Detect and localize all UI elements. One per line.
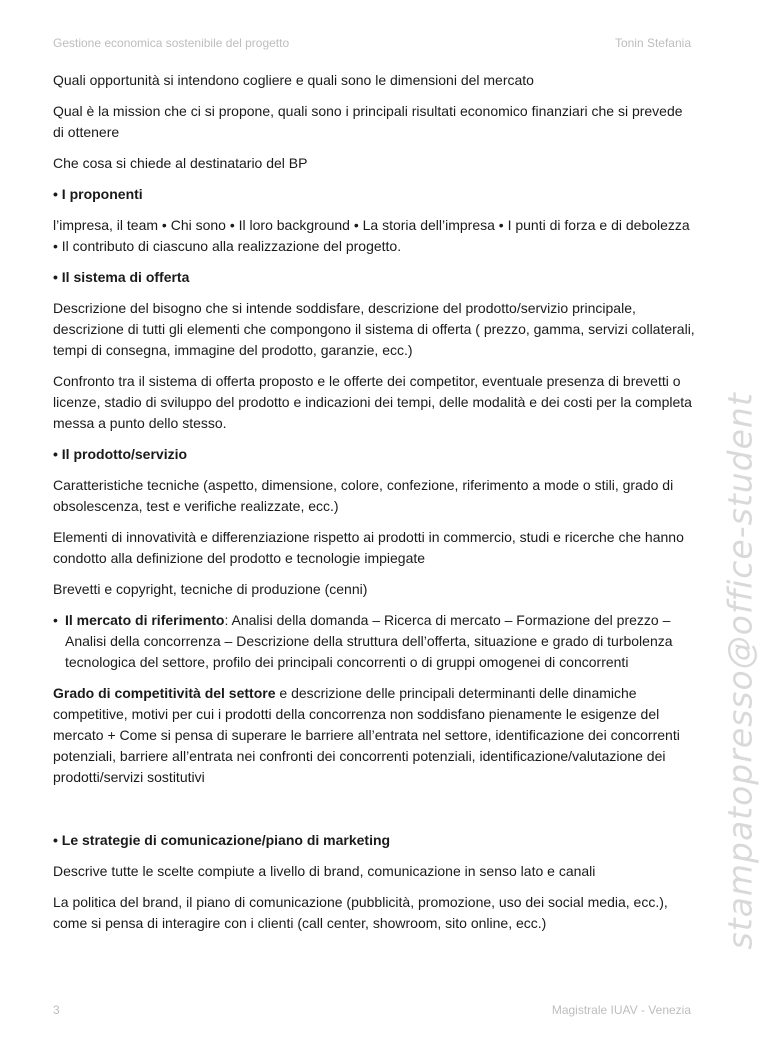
- paragraph: Elementi di innovatività e differenziazione rispetto ai prodotti in commercio, studi e ricerche che hanno condotto alla definizione del prodotto e tecnologie impiegate: [53, 529, 684, 566]
- section-heading-prodotto-servizio: • Il prodotto/servizio: [53, 446, 188, 462]
- paragraph: Brevetti e copyright, tecniche di produzione (cenni): [53, 581, 368, 597]
- section-heading-proponenti: • I proponenti: [53, 186, 143, 202]
- page-number: 3: [53, 1003, 60, 1017]
- page-content: [53, 70, 695, 944]
- section-heading-sistema-offerta: • Il sistema di offerta: [53, 269, 190, 285]
- market-text: : Analisi della domanda – Ricerca di mercato – Formazione del prezzo – Analisi della concorrenza – Descrizione della struttura dell’offerta, situazione e grado di turbolenza tecnologica del settore, profilo dei principali concorrenti o di gruppi omogenei di concorrenti: [65, 612, 673, 670]
- competitivita-text: e descrizione delle principali determinanti delle dinamiche competitive, motivi per cui i prodotti della concorrenza non soddisfano pienamente le esigenze del mercato + Come si pensa di superare le barriere all’entrata nel settore, identificazione dei concorrenti potenziali, barriere all’entrata nei confronti dei concorrenti potenziali, identificazione/valutazione dei prodotti/servizi sostitutivi: [53, 685, 680, 785]
- paragraph: Quali opportunità si intendono cogliere e quali sono le dimensioni del mercato: [53, 72, 534, 88]
- page-header: [53, 36, 691, 50]
- paragraph: Descrive tutte le scelte compiute a livello di brand, comunicazione in senso lato e canali: [53, 863, 596, 879]
- spacer: [53, 798, 695, 830]
- paragraph: l’impresa, il team • Chi sono • Il loro background • La storia dell’impresa • I punti di forza e di debolezza • Il contributo di ciascuno alla realizzazione del progetto.: [53, 217, 690, 254]
- page-footer: [53, 1003, 691, 1017]
- competitivita-title: Grado di competitività del settore: [53, 685, 276, 701]
- paragraph: Descrizione del bisogno che si intende soddisfare, descrizione del prodotto/servizio principale, descrizione di tutti gli elementi che compongono il sistema di offerta ( prezzo, gamma, servizi collaterali, tempi di consegna, immagine del prodotto, garanzie, ecc.): [53, 300, 695, 358]
- footer-institution: Magistrale IUAV - Venezia: [551, 1003, 691, 1017]
- bullet-dot: •: [53, 612, 58, 628]
- header-course-title: Gestione economica sostenibile del progetto: [53, 36, 290, 50]
- watermark: stampatopresso@office-student: [720, 392, 760, 950]
- bullet-item-mercato: [53, 610, 695, 673]
- paragraph-competitivita: [53, 683, 695, 788]
- bullet-text: [65, 610, 695, 673]
- header-author: Tonin Stefania: [614, 36, 691, 50]
- paragraph: Che cosa si chiede al destinatario del BP: [53, 155, 308, 171]
- paragraph: La politica del brand, il piano di comunicazione (pubblicità, promozione, uso dei social media, ecc.), come si pensa di interagire con i clienti (call center, showroom, sito online, ecc.): [53, 894, 668, 931]
- section-heading-strategie: • Le strategie di comunicazione/piano di marketing: [53, 832, 391, 848]
- paragraph: Caratteristiche tecniche (aspetto, dimensione, colore, confezione, riferimento a mode o stili, grado di obsolescenza, test e verifiche realizzate, ecc.): [53, 477, 674, 514]
- paragraph: Confronto tra il sistema di offerta proposto e le offerte dei competitor, eventuale presenza di brevetti o licenze, stadio di sviluppo del prodotto e indicazioni dei tempi, delle modalità e dei costi per la completa messa a punto dello stesso.: [53, 373, 692, 431]
- paragraph: Qual è la mission che ci si propone, quali sono i principali risultati economico finanziari che si prevede di ottenere: [53, 103, 683, 140]
- market-title: Il mercato di riferimento: [65, 612, 225, 628]
